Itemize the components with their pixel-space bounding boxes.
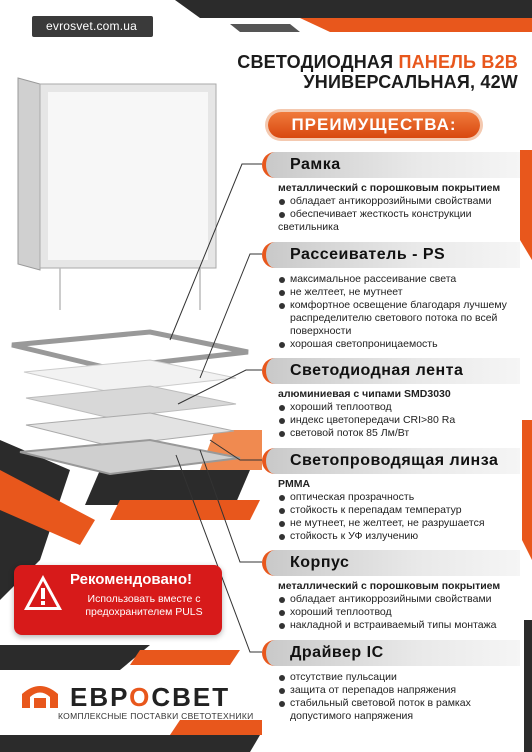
product-title (237, 52, 518, 92)
feature-item: обладает антикоррозийными свойствами (278, 593, 520, 606)
mid-dark-shape (85, 470, 250, 505)
right-orange-strip-2 (522, 420, 532, 560)
feature-item-continuation: светильника (278, 221, 339, 233)
section-diffuser (262, 242, 520, 351)
top-grey-stripe (230, 24, 300, 32)
feature-item: световой поток 85 Лм/Вт (278, 427, 520, 440)
feature-item: защита от перепадов напряжения (278, 684, 520, 697)
section-frame (262, 152, 520, 234)
feature-item: комфортное освещение благодаря лучшему распределителю светового потока по всей поверхности (278, 299, 520, 338)
feature-item: стойкость к УФ излучению (278, 530, 520, 543)
section-driver (262, 640, 520, 723)
mid-orange-stripe (110, 500, 260, 520)
feature-list (262, 593, 520, 632)
logo-mark-icon (18, 680, 62, 710)
title-line-1 (237, 52, 518, 72)
right-dark-strip (524, 620, 532, 752)
section-title: Светодиодная лента (262, 358, 520, 384)
feature-item: обладает антикоррозийными свойствами (278, 195, 520, 208)
feature-item: стабильный световой поток в рамках допустимого напряжения (278, 697, 520, 723)
bottom-dark-shape (0, 645, 150, 670)
feature-item: не мутнеет, не желтеет, не разрушается (278, 517, 520, 530)
bottom-orange-shape (130, 650, 240, 665)
feature-list (262, 671, 520, 723)
top-dark-stripe (175, 0, 532, 18)
brand-part-accent: О (129, 682, 152, 712)
title-accent: ПАНЕЛЬ B2B (398, 52, 518, 72)
bottom-dark-band (0, 735, 260, 752)
brand-logo (10, 680, 254, 722)
advantages-banner: ПРЕИМУЩЕСТВА: (268, 112, 480, 138)
pointer-line (200, 254, 262, 378)
brand-name (70, 682, 230, 713)
section-housing (262, 550, 520, 632)
feature-list (262, 491, 520, 543)
feature-item: индекс цветопередачи CRI>80 Ra (278, 414, 520, 427)
feature-item: обеспечивает жесткость конструкции (278, 208, 520, 221)
feature-item: оптическая прозрачность (278, 491, 520, 504)
bottom-orange-band (170, 720, 262, 735)
section-title: Драйвер IC (262, 640, 520, 666)
mid-orange-block (200, 430, 262, 470)
feature-item: хорошая светопроницаемость (278, 338, 520, 351)
section-subtitle: металлический с порошковым покрытием (278, 580, 501, 592)
panel-diffuser (48, 92, 208, 260)
title-text: СВЕТОДИОДНАЯ (237, 52, 399, 72)
section-led-strip (262, 358, 520, 440)
section-title: Рамка (262, 152, 520, 178)
feature-item: максимальное рассеивание света (278, 273, 520, 286)
diffuser-layer (24, 360, 236, 392)
title-line-2: УНИВЕРСАЛЬНАЯ, 42W (303, 72, 518, 92)
brand-tagline: КОМПЛЕКСНЫЕ ПОСТАВКИ СВЕТОТЕХНИКИ (58, 711, 254, 721)
feature-list (262, 195, 520, 234)
top-orange-stripe (300, 18, 532, 32)
feature-item: отсутствие пульсации (278, 671, 520, 684)
section-title: Рассеиватель - PS (262, 242, 520, 268)
section-subtitle: алюминиевая с чипами SMD3030 (278, 388, 451, 400)
feature-item: стойкость к перепадам температур (278, 504, 520, 517)
recommendation-text: Использовать вместе с предохранителем PULS (85, 593, 203, 618)
section-title: Корпус (262, 550, 520, 576)
right-orange-strip-1 (520, 150, 532, 260)
feature-item: накладной и встраиваемый типы монтажа (278, 619, 520, 632)
feature-item: не желтеет, не мутнеет (278, 286, 520, 299)
recommendation-title: Рекомендовано! (70, 571, 193, 588)
website-label: evrosvet.com.ua (32, 16, 153, 37)
feature-item: хороший теплоотвод (278, 606, 520, 619)
section-subtitle: PMMA (278, 478, 311, 490)
feature-item: хороший теплоотвод (278, 401, 520, 414)
feature-list (262, 273, 520, 351)
section-subtitle: металлический с порошковым покрытием (278, 182, 501, 194)
feature-list (262, 401, 520, 440)
section-light-guide-lens (262, 448, 520, 543)
brand-part: ЕВР (70, 682, 130, 712)
panel-side (18, 78, 40, 270)
warning-icon (22, 573, 64, 613)
brand-part: СВЕТ (151, 682, 231, 712)
recommendation-box (14, 565, 222, 635)
section-title: Светопроводящая линза (262, 448, 520, 474)
